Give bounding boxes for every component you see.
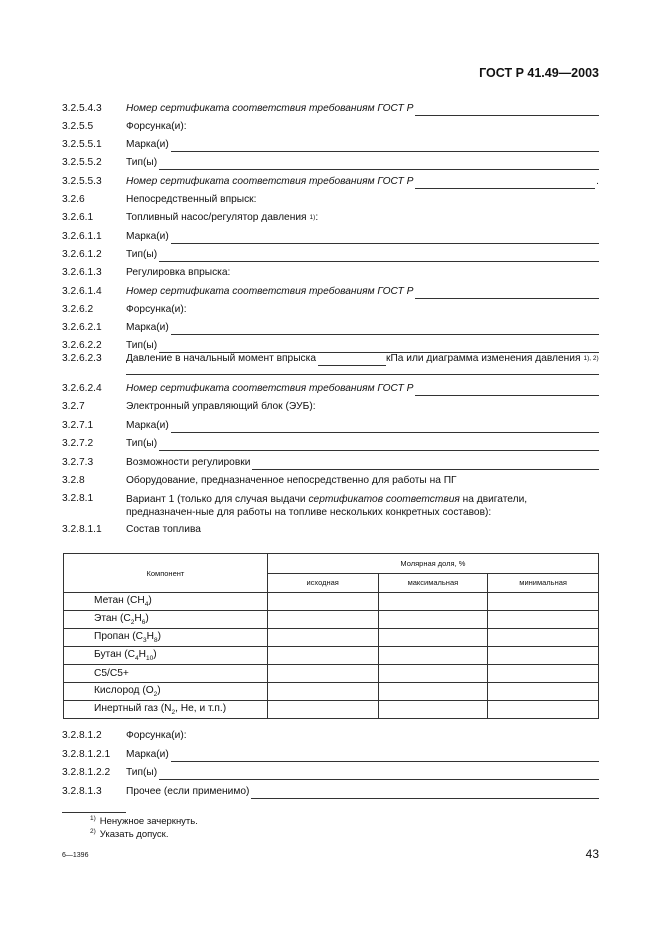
variant-text-a: Вариант 1 (только для случая выдачи [126, 494, 309, 505]
fill-line[interactable] [171, 229, 599, 244]
variant-text-italic: сертификатов соответствия [308, 494, 460, 505]
cell-minimum[interactable] [488, 665, 599, 683]
form-row-pressure [62, 350, 599, 368]
form-row [62, 521, 599, 539]
variant-text-b: на двигатели, предназначен-ные для работы на топливе нескольких конкретных составов): [126, 494, 528, 518]
clause-text: Марка(и) [126, 420, 169, 431]
table-row [64, 701, 599, 719]
clause-text: Давление в начальный момент впрыска [126, 353, 316, 364]
clause-number: 3.2.6.1.1 [62, 231, 102, 242]
table-row [64, 665, 599, 683]
clause-text: Регулировка впрыска: [126, 267, 231, 278]
clause-text: Марка(и) [126, 231, 169, 242]
cell-initial[interactable] [267, 593, 378, 611]
footnote [90, 828, 168, 840]
cell-minimum[interactable] [488, 701, 599, 719]
footnote [90, 815, 198, 827]
cell-maximum[interactable] [378, 629, 488, 647]
pressure-fill-line[interactable] [318, 351, 386, 366]
clause-number: 3.2.6.1 [62, 212, 94, 223]
clause-text: Состав топлива [126, 524, 201, 535]
clause-text: Номер сертификата соответствия требованиям ГОСТ Р [126, 286, 414, 297]
cell-initial[interactable] [267, 701, 378, 719]
cell-initial[interactable] [267, 629, 378, 647]
header-molar-fraction: Молярная доля, % [267, 554, 598, 574]
clause-number: 3.2.5.5.2 [62, 157, 102, 168]
component-name: Этан $(C_2H_6)$ [64, 611, 268, 629]
footnote-mark: 1) [90, 815, 96, 822]
header-initial: исходная [267, 573, 378, 593]
clause-number: 3.2.8.1.2 [62, 730, 102, 741]
component-name: Бутан $(C_4H_{10})$ [64, 647, 268, 665]
clause-number: 3.2.6.1.2 [62, 249, 102, 260]
cell-maximum[interactable] [378, 611, 488, 629]
clause-number: 3.2.8.1 [62, 493, 94, 504]
fill-line[interactable] [171, 747, 599, 762]
form-row [62, 301, 599, 319]
clause-text-suffix: : [315, 212, 319, 223]
cell-initial[interactable] [267, 611, 378, 629]
fill-line[interactable] [159, 247, 599, 262]
fill-line[interactable] [171, 418, 599, 433]
clause-text: Тип(ы) [126, 767, 158, 778]
clause-number: 3.2.5.5 [62, 121, 94, 132]
form-row [62, 100, 599, 118]
cell-minimum[interactable] [488, 647, 599, 665]
clause-text: Возможности регулировки [126, 457, 251, 468]
table-row [64, 611, 599, 629]
clause-number: 3.2.7.3 [62, 457, 94, 468]
fill-line[interactable] [159, 436, 599, 451]
cell-maximum[interactable] [378, 683, 488, 701]
clause-number: 3.2.6 [62, 194, 85, 205]
fill-line[interactable] [415, 174, 595, 189]
clause-number: 3.2.6.2.2 [62, 340, 102, 351]
fill-line[interactable] [171, 137, 599, 152]
fill-line[interactable] [415, 101, 599, 116]
form-row [62, 118, 599, 136]
clause-text: Номер сертификата соответствия требованиям ГОСТ Р [126, 383, 414, 394]
clause-number: 3.2.5.4.3 [62, 103, 102, 114]
form-row [62, 435, 599, 453]
cell-maximum[interactable] [378, 701, 488, 719]
form-row [62, 380, 599, 398]
component-name: Метан $(CH_4)$ [64, 593, 268, 611]
clause-number: 3.2.6.2.1 [62, 322, 102, 333]
form-row [62, 417, 599, 435]
component-name: C5/C5+ [64, 665, 268, 683]
clause-text: Оборудование, предназначенное непосредственно для работы на ПГ [126, 475, 457, 486]
cell-initial[interactable] [267, 665, 378, 683]
cell-minimum[interactable] [488, 683, 599, 701]
fill-line[interactable] [415, 284, 599, 299]
clause-text: Марка(и) [126, 139, 169, 150]
cell-minimum[interactable] [488, 611, 599, 629]
clause-number: 3.2.8.1.2.1 [62, 749, 111, 760]
form-row [62, 398, 599, 416]
fill-line[interactable] [415, 381, 599, 396]
clause-text-units: кПа или диаграмма изменения давления [386, 353, 581, 364]
continuation-line[interactable] [126, 374, 599, 375]
footnote-text: Указать допуск. [99, 829, 169, 841]
clause-number: 3.2.6.2.3 [62, 353, 102, 364]
clause-text: Форсунка(и): [126, 730, 187, 741]
clause-number: 3.2.8 [62, 475, 85, 486]
clause-text: Топливный насос/регулятор давления [126, 212, 307, 223]
clause-number: 3.2.6.1.3 [62, 267, 102, 278]
fill-line[interactable] [159, 155, 599, 170]
clause-number: 3.2.6.2 [62, 304, 94, 315]
form-row [62, 319, 599, 337]
form-row [62, 246, 599, 264]
form-row [62, 209, 599, 227]
cell-minimum[interactable] [488, 629, 599, 647]
fill-line[interactable] [252, 455, 599, 470]
clause-text: Номер сертификата соответствия требованиям ГОСТ Р [126, 176, 414, 187]
component-name: Пропан $(C_3H_8)$ [64, 629, 268, 647]
form-row [62, 454, 599, 472]
form-row [62, 746, 599, 764]
clause-text: Тип(ы) [126, 438, 158, 449]
form-row [62, 283, 599, 301]
header-minimum: минимальная [488, 573, 599, 593]
clause-text: Форсунка(и): [126, 304, 187, 315]
cell-maximum[interactable] [378, 665, 488, 683]
cell-maximum[interactable] [378, 647, 488, 665]
clause-text: Номер сертификата соответствия требованиям ГОСТ Р [126, 103, 414, 114]
clause-number: 3.2.7.2 [62, 438, 94, 449]
form-row [62, 154, 599, 172]
table-row [64, 593, 599, 611]
form-row [62, 472, 599, 490]
form-row [62, 173, 599, 191]
fill-line[interactable] [251, 784, 599, 799]
cell-initial[interactable] [267, 647, 378, 665]
clause-text: Электронный управляющий блок (ЭУБ): [126, 401, 316, 412]
form-row [62, 228, 599, 246]
form-row [62, 783, 599, 801]
footnote-separator [62, 812, 126, 813]
header-component: Компонент [64, 554, 268, 593]
clause-number: 3.2.8.1.3 [62, 786, 102, 797]
component-name: Кислород $(O_2)$ [64, 683, 268, 701]
footnote-ref: 1), 2) [583, 355, 599, 362]
clause-number: 3.2.6.2.4 [62, 383, 102, 394]
fill-line[interactable] [171, 320, 599, 335]
clause-text: Прочее (если применимо) [126, 786, 250, 797]
footnote-mark: 2) [90, 828, 96, 835]
clause-text: Тип(ы) [126, 249, 158, 260]
page-number: 43 [585, 847, 599, 861]
table-row [64, 683, 599, 701]
form-row [62, 764, 599, 782]
cell-maximum[interactable] [378, 593, 488, 611]
form-row [62, 727, 599, 745]
footnote-ref: 1) [309, 214, 316, 221]
cell-initial[interactable] [267, 683, 378, 701]
fill-line[interactable] [159, 765, 599, 780]
clause-text: Непосредственный впрыск: [126, 194, 257, 205]
document-number: ГОСТ Р 41.49—2003 [479, 66, 599, 80]
form-row [62, 136, 599, 154]
cell-minimum[interactable] [488, 593, 599, 611]
footnote-text: Ненужное зачеркнуть. [99, 816, 198, 828]
clause-text: Марка(и) [126, 322, 169, 333]
header-maximum: максимальная [378, 573, 488, 593]
clause-text: Форсунка(и): [126, 121, 187, 132]
clause-number: 3.2.5.5.1 [62, 139, 102, 150]
clause-number: 3.2.8.1.1 [62, 524, 102, 535]
clause-text: Тип(ы) [126, 157, 158, 168]
clause-text: Тип(ы) [126, 340, 158, 351]
composition-table [63, 553, 599, 719]
clause-number: 3.2.6.1.4 [62, 286, 102, 297]
clause-number: 3.2.8.1.2.2 [62, 767, 111, 778]
form-row [62, 191, 599, 209]
component-name: Инертный газ ($N_2$, He, и т.п.) [64, 701, 268, 719]
variant-paragraph [126, 493, 599, 519]
clause-text: Марка(и) [126, 749, 169, 760]
trailing-dot: . [596, 176, 599, 187]
form-row [62, 264, 599, 282]
print-imprint: 6—1396 [62, 852, 89, 859]
clause-number: 3.2.5.5.3 [62, 176, 102, 187]
clause-number: 3.2.7.1 [62, 420, 94, 431]
clause-number: 3.2.7 [62, 401, 85, 412]
table-row [64, 629, 599, 647]
table-row [64, 647, 599, 665]
